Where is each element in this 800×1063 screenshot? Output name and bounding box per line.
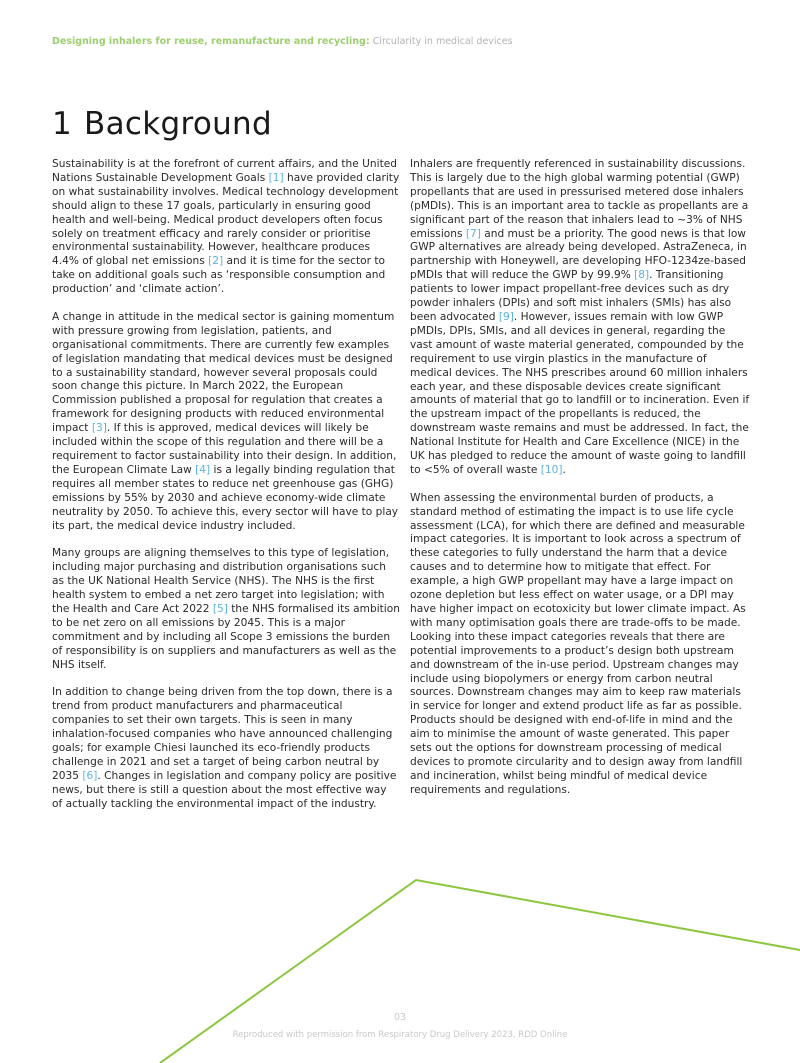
reference-link[interactable]: [8] [634, 269, 650, 282]
reference-link[interactable]: [3] [91, 422, 107, 435]
body-paragraph [410, 492, 750, 798]
reference-link[interactable]: [2] [208, 255, 224, 268]
paragraph-text: . If this is approved, medical devices will likely be included within the scope of this regulation and there will be a requirement to factor sustainability into their design. In addition, the European Climate Law [52, 422, 397, 476]
paragraph-text: . Transitioning patients to lower impact propellant-free devices such as dry powder inhalers (DPIs) and soft mist inhalers (SMIs) has also been advocated [410, 269, 732, 323]
reference-link[interactable]: [9] [498, 310, 514, 323]
right-text-column [410, 158, 750, 812]
reference-link[interactable]: [4] [195, 463, 211, 476]
body-paragraph [410, 158, 750, 478]
paragraph-text: Many groups are aligning themselves to this type of legislation, including major purchasing and distribution organisations such as the UK National Health Service (NHS). The NHS is the first health system to embed a net zero target into legislation; with the Health and Care Act 2022 [52, 547, 390, 615]
body-paragraph [52, 547, 400, 672]
reference-link[interactable]: [10] [540, 463, 563, 476]
paragraph-text: the NHS formalised its ambition to be net zero on all emissions by 2045. This is a major commitment and by including all Scope 3 emissions the burden of responsibility is on suppliers and manufacturers as well as the NHS itself. [52, 602, 400, 671]
paragraph-text: . Changes in legislation and company policy are positive news, but there is still a question about the most effective way of actually tackling the environmental impact of the industry. [52, 769, 397, 810]
paragraph-text: and must be a priority. The good news is that low GWP alternatives are already being developed. AstraZeneca, in partnership with Honeywell, are developing HFO-1234ze-based pMDIs that will reduce the GWP by 99.9% [410, 227, 747, 282]
section-title [52, 104, 272, 144]
paragraph-text: . [562, 463, 566, 476]
body-paragraph [52, 311, 400, 534]
reference-link[interactable]: [1] [268, 171, 284, 184]
section-number: 1 [52, 106, 73, 142]
section-title-text: Background [84, 106, 272, 142]
reference-link[interactable]: [6] [82, 769, 98, 782]
paragraph-text: In addition to change being driven from the top down, there is a trend from product manufacturers and pharmaceutical companies to set their own targets. This is seen in many inhalation-focused companies who have announced challenging goals; for example Chiesi launched its eco-friendly products challenge in 2021 and set a target of being carbon neutral by 2035 [52, 686, 393, 782]
body-paragraph [52, 686, 400, 811]
reference-link[interactable]: [7] [465, 227, 481, 240]
paragraph-text: and it is time for the sector to take on additional goals such as ‘responsible consumption and production’ and ‘climate action’. [52, 255, 386, 296]
paragraph-text: have provided clarity on what sustainability involves. Medical technology development should align to these 17 goals, particularly in ensuring good health and well-being. Medical product developers often focus solely on treatment efficacy and rarely consider or prioritise environmental sustainability. However, healthcare produces 4.4% of global net emissions [52, 171, 400, 268]
paragraph-text: is a legally binding regulation that requires all member states to reduce net greenhouse gas (GHG) emissions by 55% by 2030 and achieve economy-wide climate neutrality by 2050. To achieve this, every sector will have to play its part, the medical device industry included. [52, 463, 399, 532]
footer-note: Reproduced with permission from Respiratory Drug Delivery 2023, RDD Online [232, 1030, 568, 1040]
running-header-subtitle: Circularity in medical devices [369, 36, 513, 47]
running-header [52, 36, 513, 48]
left-text-column [52, 158, 400, 825]
page-number: 03 [393, 1012, 407, 1023]
paragraph-text: . However, issues remain with low GWP pMDIs, DPIs, SMIs, and all devices in general, regarding the vast amount of waste material generated, compounded by the requirement to use virgin plastics in the manufacture of medical devices. The NHS prescribes around 60 million inhalers each year, and these disposable devices create significant amounts of material that go to landfill or to incineration. Even if the upstream impact of the propellants is reduced, the downstream waste remains and must be addressed. In fact, the National Institute for Health and Care Excellence (NICE) in the UK has pledged to reduce the amount of waste going to landfill to <5% of overall waste [410, 310, 750, 476]
paragraph-text: Inhalers are frequently referenced in sustainability discussions. This is largely due to the high global warming potential (GWP) propellants that are used in pressurised metered dose inhalers (pMDIs). This is an important area to tackle as propellants are a significant part of the reason that inhalers lead to ~3% of NHS emissions [410, 158, 749, 240]
reference-link[interactable]: [5] [212, 602, 228, 615]
paragraph-text: A change in attitude in the medical sector is gaining momentum with pressure growing from legislation, patients, and organisational commitments. There are currently few examples of legislation mandating that medical devices must be designed to a sustainability standard, however several proposals could soon change this picture. In March 2022, the European Commission published a proposal for regulation that creates a framework for designing products with reduced environmental impact [52, 310, 395, 435]
running-header-title: Designing inhalers for reuse, remanufacture and recycling: [52, 36, 370, 47]
paragraph-text: Sustainability is at the forefront of current affairs, and the United Nations Sustainable Development Goals [52, 158, 397, 184]
body-paragraph [52, 158, 400, 297]
paragraph-text: When assessing the environmental burden of products, a standard method of estimating the impact is to use life cycle assessment (LCA), for which there are defined and measurable impact categories. It is important to look across a spectrum of these categories to fully understand the harm that a device causes and to determine how to mitigate that effect. For example, a high GWP propellant may have a large impact on ozone depletion but less effect on water usage, or a DPI may have higher impact on ecotoxicity but lower climate impact. As with many optimisation goals there are trade-offs to be made. Looking into these impact categories reveals that there are potential improvements to a product’s design both upstream and downstream of the in-use period. Upstream changes may include using biopolymers or energy from carbon neutral sources. Downstream changes may aim to keep raw materials in service for longer and extend product life as far as possible. Products should be designed with end-of-life in mind and the aim to minimise the amount of waste generated. This paper sets out the options for downstream processing of medical devices to promote circularity and to design away from landfill and incineration, whilst being mindful of medical device requirements and regulations. [410, 491, 746, 796]
